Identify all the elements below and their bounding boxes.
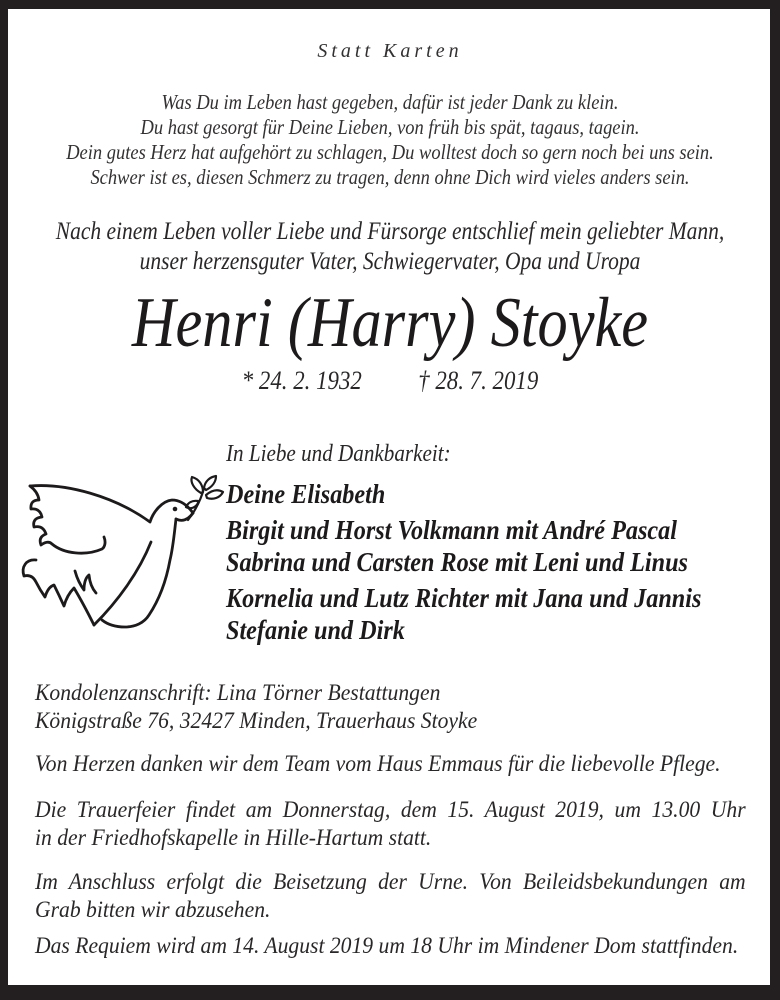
condolence-address — [35, 679, 746, 735]
funeral-line-1: Die Trauerfeier findet am Donnerstag, dem 15. August 2019, um 13.00 Uhr — [35, 797, 746, 822]
requiem-line: Das Requiem wird am 14. August 2019 um 18 Uhr im Mindener Dom stattfinden. — [35, 933, 739, 958]
mourners-heading: In Liebe und Dankbarkeit: — [226, 441, 451, 467]
deceased-name: Henri (Harry) Stoyke — [131, 284, 649, 362]
poem-line-3: Dein gutes Herz hat aufgehört zu schlagen, Du wolltest doch so gern noch bei uns sein. — [66, 140, 714, 164]
burial-info — [35, 868, 746, 924]
dove-olive-branch-icon — [18, 474, 228, 634]
burial-line-2: Grab bitten wir abzusehen. — [35, 897, 271, 922]
announcement-text — [55, 217, 726, 277]
mourners-block — [226, 441, 701, 646]
mourner-entry-5: Stefanie und Dirk — [226, 614, 405, 645]
funeral-line-2: in der Friedhofskapelle in Hille-Hartum statt. — [35, 825, 432, 850]
mourner-entry-2: Birgit und Horst Volkmann mit André Pascal — [226, 514, 677, 545]
announcement-line-1: Nach einem Leben voller Liebe und Fürsorge entschlief mein geliebter Mann, — [55, 218, 725, 245]
funeral-info — [35, 796, 746, 852]
poem-line-2: Du hast gesorgt für Deine Lieben, von früh bis spät, tagaus, tagein. — [140, 115, 640, 139]
condolence-line-2: Königstraße 76, 32427 Minden, Trauerhaus Stoyke — [35, 708, 478, 733]
poem-line-1: Was Du im Leben hast gegeben, dafür ist jeder Dank zu klein. — [161, 90, 619, 114]
details-block — [35, 679, 746, 960]
mourner-entry-1: Deine Elisabeth — [226, 478, 386, 509]
announcement-line-2: unser herzensguter Vater, Schwiegervater, Opa und Uropa — [139, 248, 641, 275]
birth-date: * 24. 2. 1932 — [241, 366, 362, 395]
preface-text: Statt Karten — [317, 40, 463, 62]
mourner-entry-3: Sabrina und Carsten Rose mit Leni und Linus — [226, 546, 688, 577]
poem-line-4: Schwer ist es, diesen Schmerz zu tragen, denn ohne Dich wird vieles anders sein. — [90, 165, 690, 189]
requiem-info — [35, 932, 746, 960]
condolence-line-1: Kondolenzanschrift: Lina Törner Bestattungen — [35, 680, 441, 705]
death-date: † 28. 7. 2019 — [418, 366, 539, 395]
memorial-poem — [55, 90, 726, 190]
thanks-line: Von Herzen danken wir dem Team vom Haus Emmaus für die liebevolle Pflege. — [35, 751, 721, 776]
mourner-entry-4: Kornelia und Lutz Richter mit Jana und Jannis — [226, 582, 702, 613]
life-dates — [47, 366, 733, 396]
burial-line-1: Im Anschluss erfolgt die Beisetzung der Urne. Von Beileidsbekundungen am — [35, 869, 746, 894]
thanks-text — [35, 750, 746, 778]
